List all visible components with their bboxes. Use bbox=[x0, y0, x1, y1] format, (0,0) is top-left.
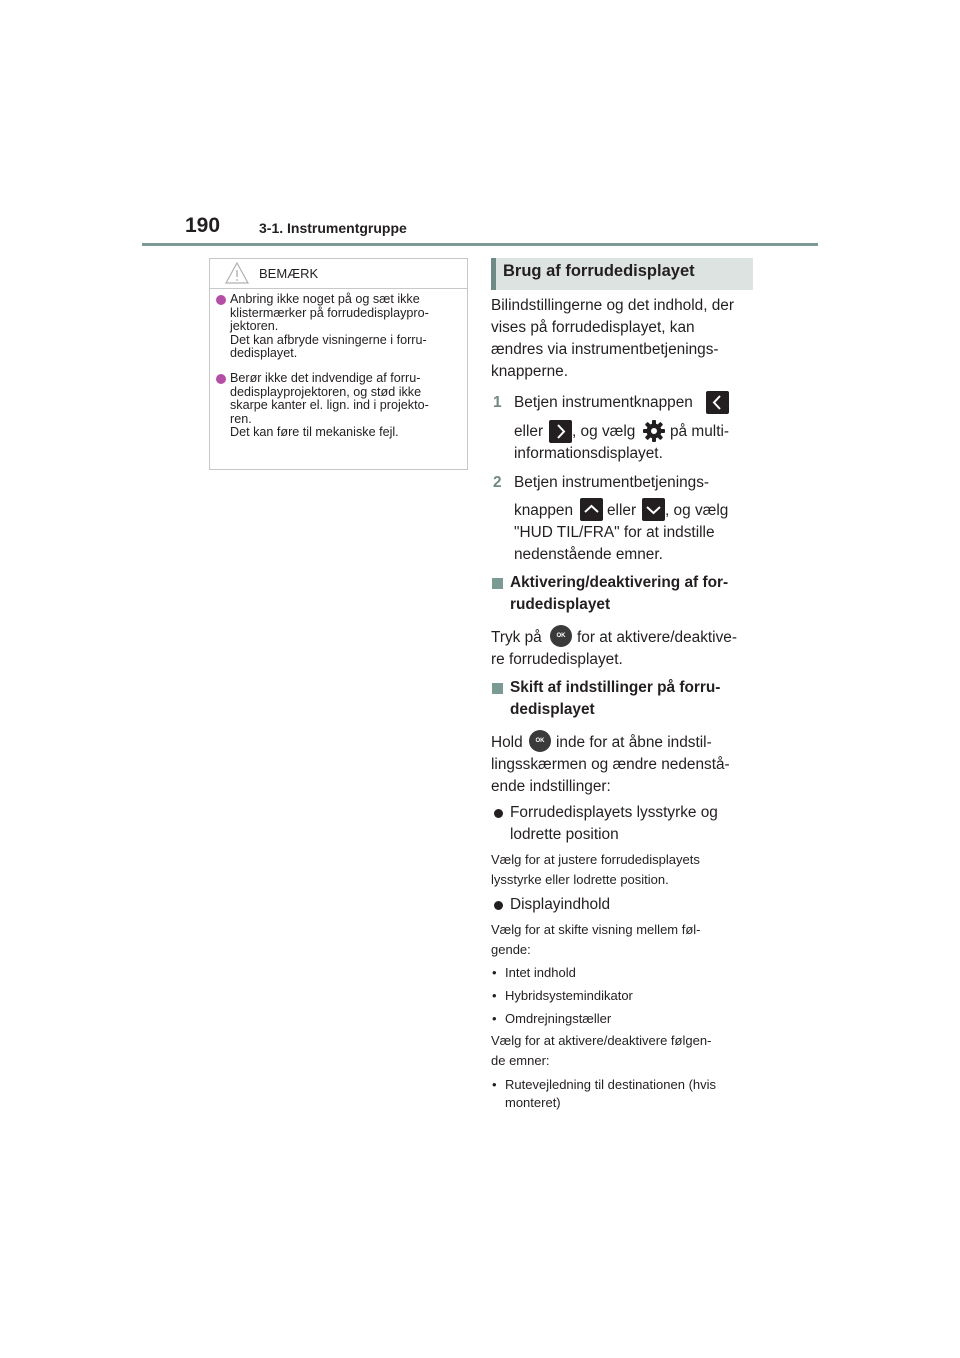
notice-item bbox=[212, 293, 461, 361]
notice-item bbox=[212, 372, 461, 440]
notice-line: klistermærker på forrudedisplaypro- bbox=[230, 305, 429, 320]
chevron-left-icon bbox=[706, 391, 729, 414]
purple-bullet-icon bbox=[216, 295, 226, 305]
body-text: Hold bbox=[491, 734, 523, 751]
list-bullet: • bbox=[492, 1011, 497, 1026]
section-title: 3-1. Instrumentgruppe bbox=[259, 220, 407, 236]
step-number: 1 bbox=[493, 394, 502, 411]
chevron-right-icon bbox=[549, 420, 572, 443]
step-text: informationsdisplayet. bbox=[514, 445, 663, 462]
list-bullet: • bbox=[492, 988, 497, 1003]
step-text: , og vælg bbox=[665, 502, 729, 519]
intro-line: ændres via instrumentbetjenings- bbox=[491, 341, 719, 358]
notice-line: Anbring ikke noget på og sæt ikke bbox=[230, 292, 420, 306]
step-text: eller bbox=[607, 502, 637, 519]
notice-title: BEMÆRK bbox=[259, 266, 319, 281]
subheading: Skift af indstillinger på forru- bbox=[510, 679, 721, 696]
body-text: lingsskærmen og ændre nedenstå- bbox=[491, 756, 730, 773]
body-text: re forrudedisplayet. bbox=[491, 651, 623, 668]
gear-icon bbox=[642, 419, 666, 443]
step-number: 2 bbox=[493, 474, 502, 491]
list-bullet: • bbox=[492, 965, 497, 980]
list-item: Rutevejledning til destinationen (hvis bbox=[505, 1077, 717, 1092]
notice-line: Berør ikke det indvendige af forru- bbox=[230, 370, 421, 385]
option-desc: de emner: bbox=[491, 1053, 550, 1068]
step-text: på multi- bbox=[670, 423, 730, 440]
warning-triangle-icon bbox=[225, 262, 249, 284]
step-text: "HUD TIL/FRA" for at indstille bbox=[514, 524, 715, 541]
list-item: Hybridsystemindikator bbox=[505, 988, 633, 1003]
list-bullet: • bbox=[492, 1077, 497, 1092]
notice-line: dedisplayet. bbox=[230, 346, 298, 361]
round-bullet-icon bbox=[494, 809, 503, 818]
intro-line: Bilindstillingerne og det indhold, der bbox=[491, 297, 734, 314]
list-item: Intet indhold bbox=[505, 965, 576, 980]
body-text: Tryk på bbox=[491, 629, 542, 646]
option-title: Displayindhold bbox=[510, 896, 611, 913]
list-item: Omdrejningstæller bbox=[505, 1011, 612, 1026]
option-title: lodrette position bbox=[510, 826, 619, 843]
chevron-down-icon bbox=[642, 498, 665, 521]
notice-box bbox=[209, 258, 468, 470]
ok-button-icon: OK bbox=[550, 625, 572, 647]
chevron-up-icon bbox=[580, 498, 603, 521]
notice-line: Det kan føre til mekaniske fejl. bbox=[230, 425, 399, 440]
option-desc: Vælg for at aktivere/deaktivere følgen- bbox=[491, 1033, 712, 1048]
option-desc: gende: bbox=[491, 942, 531, 957]
body-text: ende indstillinger: bbox=[491, 778, 611, 795]
intro-line: vises på forrudedisplayet, kan bbox=[491, 319, 695, 336]
step-text: Betjen instrumentknappen bbox=[514, 394, 693, 411]
round-bullet-icon bbox=[494, 901, 503, 910]
square-bullet-icon bbox=[492, 683, 503, 694]
option-desc: lysstyrke eller lodrette position. bbox=[491, 872, 669, 887]
intro-line: knapperne. bbox=[491, 363, 569, 380]
step-text: , og vælg bbox=[572, 423, 636, 440]
step-text: eller bbox=[514, 423, 544, 440]
header-rule bbox=[142, 243, 818, 246]
page-number: 190 bbox=[185, 214, 221, 237]
main-column bbox=[491, 258, 753, 290]
body-text: inde for at åbne indstil- bbox=[556, 734, 712, 751]
step-text: Betjen instrumentbetjenings- bbox=[514, 474, 710, 491]
notice-line: Det kan afbryde visningerne i forru- bbox=[230, 332, 427, 347]
step-text: nedenstående emner. bbox=[514, 546, 663, 563]
body-text: for at aktivere/deaktive- bbox=[577, 629, 737, 646]
purple-bullet-icon bbox=[216, 374, 226, 384]
subheading: rudedisplayet bbox=[510, 596, 611, 613]
step-text: knappen bbox=[514, 502, 574, 519]
ok-button-icon: OK bbox=[529, 730, 551, 752]
section-heading bbox=[491, 258, 753, 290]
option-desc: Vælg for at skifte visning mellem føl- bbox=[491, 922, 701, 937]
notice-line: dedisplayprojektoren, og stød ikke bbox=[230, 384, 422, 399]
notice-line: skarpe kanter el. lign. ind i projekto- bbox=[230, 398, 429, 413]
list-item: monteret) bbox=[505, 1095, 561, 1110]
notice-header bbox=[210, 259, 467, 289]
option-desc: Vælg for at justere forrudedisplayets bbox=[491, 852, 700, 867]
square-bullet-icon bbox=[492, 578, 503, 589]
notice-line: ren. bbox=[230, 411, 252, 426]
section-heading-text: Brug af forrudedisplayet bbox=[503, 262, 695, 280]
subheading: Aktivering/deaktivering af for- bbox=[510, 574, 729, 591]
notice-line: jektoren. bbox=[230, 319, 279, 334]
option-title: Forrudedisplayets lysstyrke og bbox=[510, 804, 718, 821]
subheading: dedisplayet bbox=[510, 701, 595, 718]
